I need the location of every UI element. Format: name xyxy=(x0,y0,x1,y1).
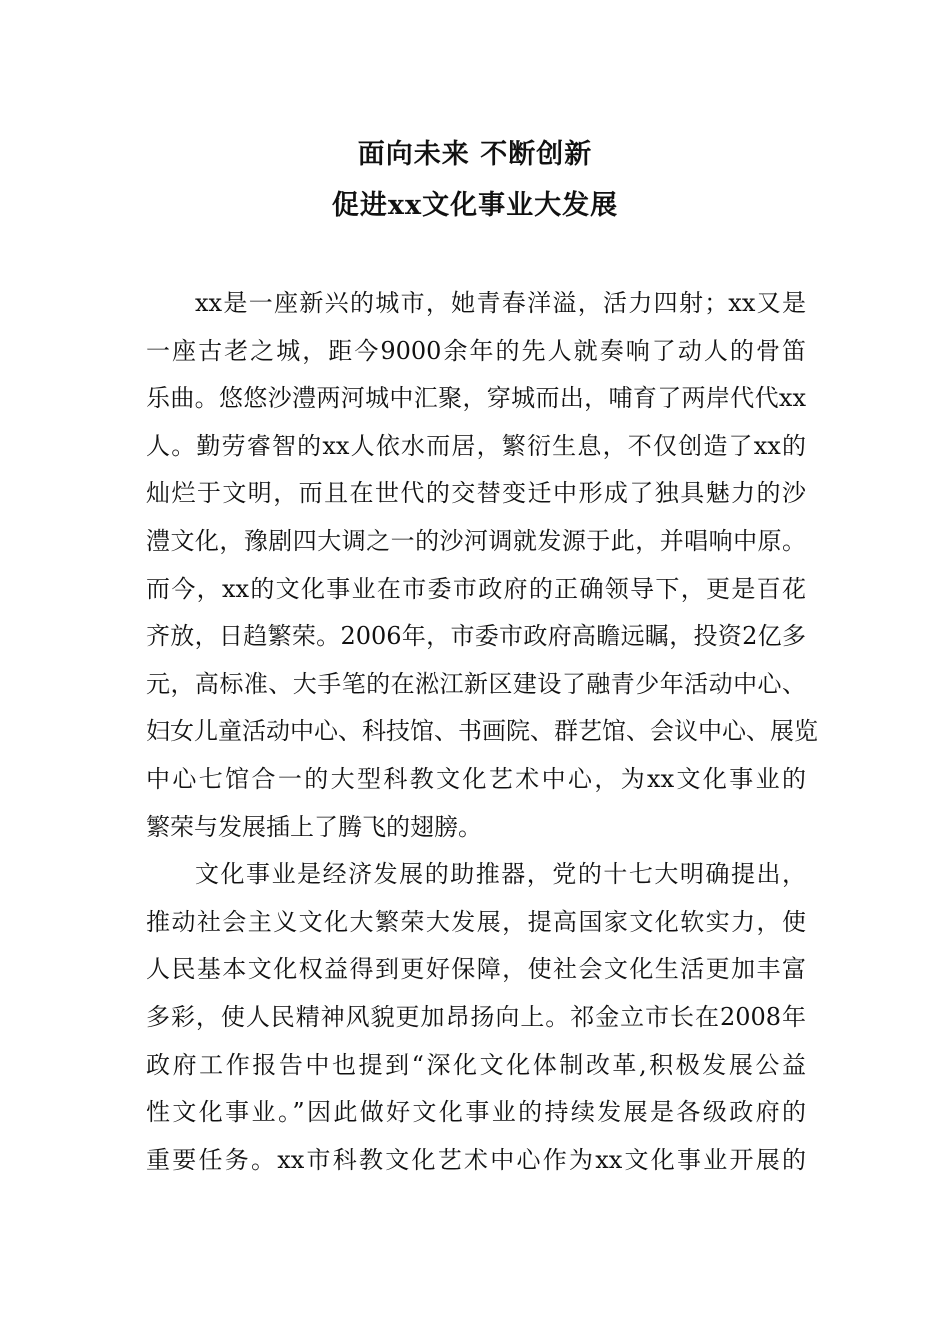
paragraph-2-line: 推动社会主义文化大繁荣大发展，提高国家文化软实力，使 xyxy=(146,907,806,936)
paragraph-2-line: 重要任务。xx市科教文化艺术中心作为xx文化事业开展的 xyxy=(146,1145,806,1174)
paragraph-1-line: 齐放，日趋繁荣。2006年，市委市政府高瞻远瞩，投资2亿多 xyxy=(146,622,806,651)
paragraph-1-line: 中心七馆合一的大型科教文化艺术中心，为xx文化事业的 xyxy=(146,764,806,793)
paragraph-2-line: 性文化事业。”因此做好文化事业的持续发展是各级政府的 xyxy=(146,1098,806,1127)
document-title-line-1: 面向未来 不断创新 xyxy=(357,139,593,170)
paragraph-2-line: 文化事业是经济发展的助推器，党的十七大明确提出， xyxy=(195,860,806,889)
paragraph-2-line: 多彩，使人民精神风貌更加昂扬向上。祁金立市长在2008年 xyxy=(146,1002,806,1031)
paragraph-1-line: 灿烂于文明，而且在世代的交替变迁中形成了独具魅力的沙 xyxy=(146,479,806,508)
paragraph-1-line: 妇女儿童活动中心、科技馆、书画院、群艺馆、会议中心、展览 xyxy=(146,717,818,746)
paragraph-1-line: 而今，xx的文化事业在市委市政府的正确领导下，更是百花 xyxy=(146,574,806,603)
paragraph-1-line: 元，高标准、大手笔的在淞江新区建设了融青少年活动中心、 xyxy=(146,669,806,698)
paragraph-1-line: 乐曲。悠悠沙澧两河城中汇聚，穿城而出，哺育了两岸代代xx xyxy=(146,384,806,413)
paragraph-1-line: 繁荣与发展插上了腾飞的翅膀。 xyxy=(146,812,482,841)
document-body xyxy=(146,280,818,1184)
paragraph-1-line: xx是一座新兴的城市，她青春洋溢，活力四射；xx又是 xyxy=(195,289,806,317)
paragraph-1-line: 澧文化，豫剧四大调之一的沙河调就发源于此，并唱响中原。 xyxy=(146,526,806,555)
paragraph-1-line: 人。勤劳睿智的xx人依水而居，繁衍生息，不仅创造了xx的 xyxy=(146,431,806,460)
paragraph-2-line: 政府工作报告中也提到“深化文化体制改革,积极发展公益 xyxy=(146,1050,806,1079)
paragraph-2-line: 人民基本文化权益得到更好保障，使社会文化生活更加丰富 xyxy=(146,955,806,984)
document-title-line-2: 促进xx文化事业大发展 xyxy=(331,190,619,221)
paragraph-1-line: 一座古老之城，距今9000余年的先人就奏响了动人的骨笛 xyxy=(146,336,806,365)
